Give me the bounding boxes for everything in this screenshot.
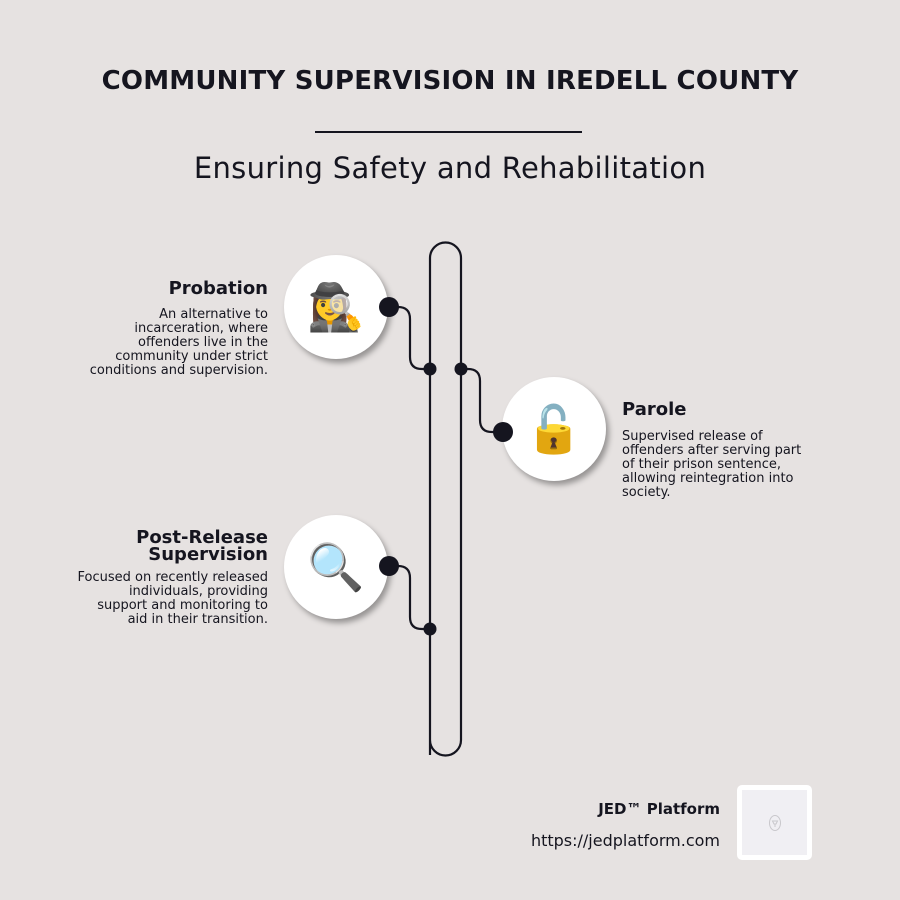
parole-description: Supervised release of offenders after serving part of their prison sentence, allowing reintegration into society. <box>622 429 802 500</box>
post-release-description: Focused on recently released individuals, providing support and monitoring to aid in their transition. <box>77 570 268 627</box>
qr-placeholder-icon <box>768 814 782 832</box>
unlocked-padlock-icon: 🔓 <box>525 402 583 456</box>
probation-icon-circle <box>284 255 388 359</box>
page-title: COMMUNITY SUPERVISION IN IREDELL COUNTY <box>101 66 799 96</box>
footer-brand: JED™ Platform <box>598 800 720 818</box>
parole-node-dot <box>492 421 514 443</box>
junction-dot <box>424 623 437 636</box>
post-release-title: Post-Release Supervision <box>136 527 268 565</box>
post-release-node-dot <box>378 555 400 577</box>
parole-icon-circle <box>502 377 606 481</box>
junction-dot <box>424 363 437 376</box>
probation-node-dot <box>378 296 400 318</box>
parole-title: Parole <box>622 399 687 420</box>
post-release-icon-circle <box>284 515 388 619</box>
probation-description: An alternative to incarceration, where offenders live in the community under strict conditions and supervision. <box>89 307 268 378</box>
page-subtitle: Ensuring Safety and Rehabilitation <box>193 151 707 185</box>
magnifying-glass-icon: 🔍 <box>307 540 365 594</box>
footer-url-link[interactable]: https://jedplatform.com <box>530 831 720 850</box>
detective-icon: 🕵️‍♀️ <box>307 280 365 334</box>
probation-title: Probation <box>168 278 268 299</box>
junction-dot <box>455 363 468 376</box>
qr-code[interactable] <box>737 785 812 860</box>
